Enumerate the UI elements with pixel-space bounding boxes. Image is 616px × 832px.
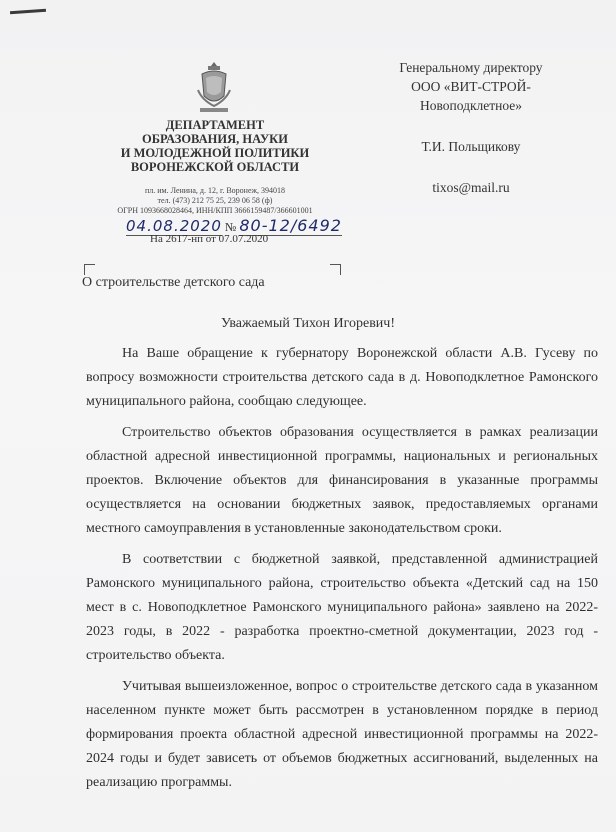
recipient-line: Новоподклетное» [419,98,523,113]
body-paragraph: На Ваше обращение к губернатору Воронежской области А.В. Гусеву по вопросу возможности строительства детского сада в д. Новоподклетное Рамонского муниципального района, сообщаю следующее. [86,346,598,410]
scan-edge-mark [10,9,46,15]
body-paragraph: В соответствии с бюджетной заявкой, представленной администрацией Рамонского муниципального района, строительство объекта «Детский сад на 150 мест в с. Новоподклетное Рамонского муниципального района» заявлено на 2022-2023 годы, в 2022 - разработка проектно-сметной документации, 2023 год - строительство объекта. [86,551,598,664]
recipient-block [366,58,576,197]
body-paragraph: Учитывая вышеизложенное, вопрос о строительстве детского сада в указанном населенном пункте может быть рассмотрен в установленном порядке в период формирования проекта областной адресной инвестиционной программы на 2022-2024 годы и будет зависеть от объемов бюджетных ассигнований, выделенных на реализацию программы. [86,678,598,791]
incoming-reference: На 2617-нп от 07.07.2020 [150,233,269,245]
department-name [100,118,330,174]
recipient-line: Генеральному директору [399,60,543,75]
coat-of-arms-emblem [196,60,232,118]
address-line: тел. (473) 212 75 25, 239 06 58 (ф) [157,196,273,205]
letter-subject: О строительстве детского сада [82,275,265,290]
letter-body [86,342,598,802]
department-line: ДЕПАРТАМЕНТ [165,118,265,132]
registration-number-label: № [224,220,237,234]
registration-date: 04.08.2020 [126,217,222,235]
subject-bracket-right [330,264,341,275]
recipient-email: tixos@mail.ru [432,180,510,195]
recipient-line: ООО «ВИТ-СТРОЙ- [411,79,531,94]
department-address [80,186,350,216]
department-line: ОБРАЗОВАНИЯ, НАУКИ [142,132,288,146]
registration-number: 80-12/6492 [239,216,342,235]
body-paragraph: Строительство объектов образования осуществляется в рамках реализации областной адресной инвестиционной программы, национальных и региональных проектов. Включение объектов для финансирования в указанные программы осуществляется на основании бюджетных заявок, предоставляемых органами местного самоуправления в установленные законодательством сроки. [86,424,598,537]
department-line: И МОЛОДЕЖНОЙ ПОЛИТИКИ [120,146,310,160]
address-line: пл. им. Ленина, д. 12, г. Воронеж, 394018 [144,186,286,195]
greeting: Уважаемый Тихон Игоревич! [220,316,395,331]
department-line: ВОРОНЕЖСКОЙ ОБЛАСТИ [130,160,300,174]
subject-bracket-left [84,264,95,275]
recipient-name: Т.И. Польщикову [421,139,521,154]
address-line: ОГРН 1093668028464, ИНН/КПП 3666159487/366601001 [117,206,313,215]
